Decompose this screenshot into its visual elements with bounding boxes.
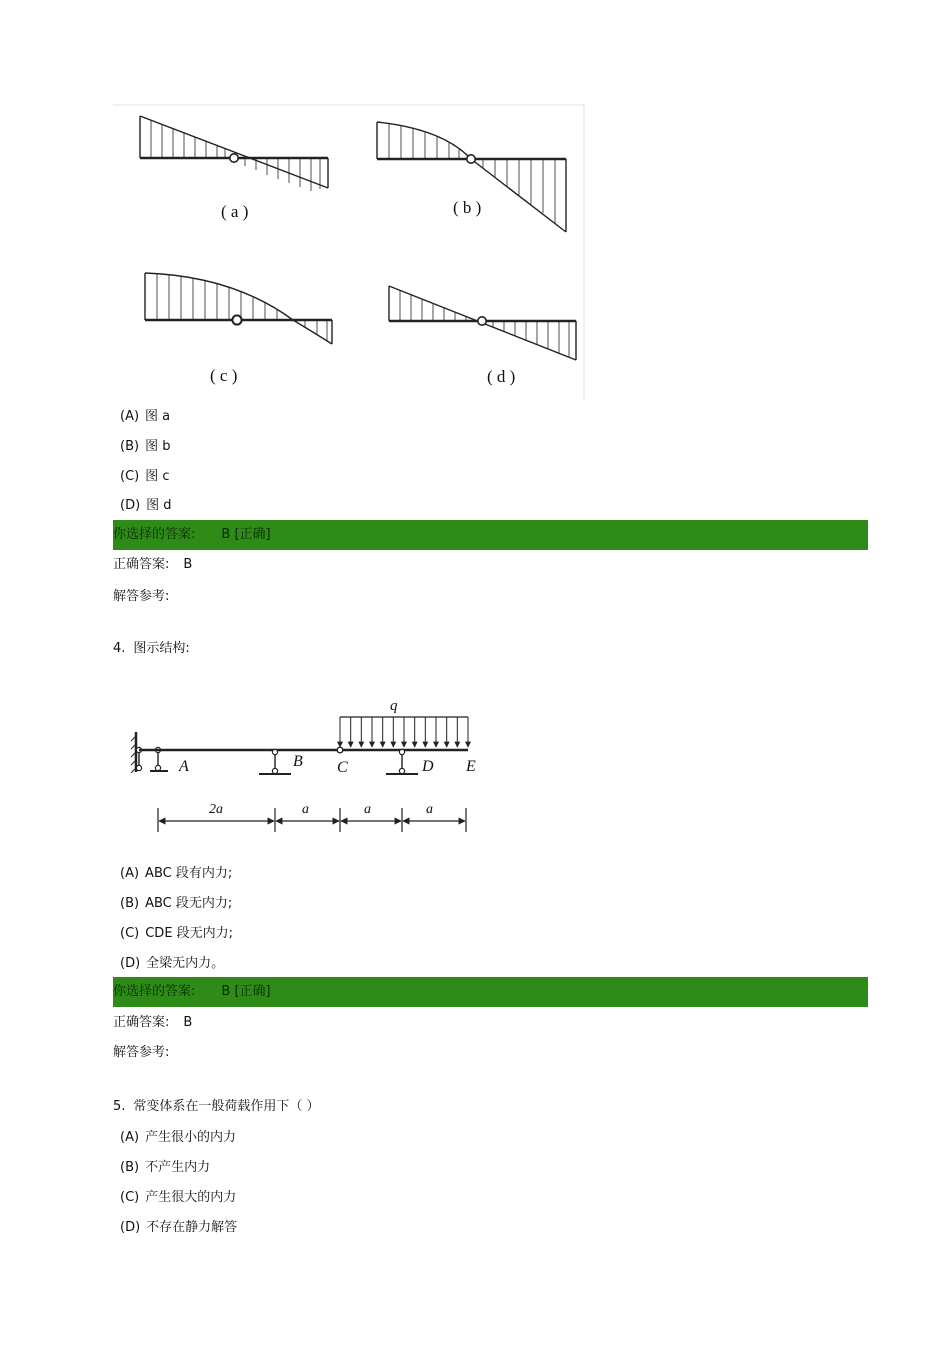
point-label-b: B (293, 753, 303, 770)
diagram-a (140, 116, 328, 191)
q3-option-c[interactable]: (C) 图 c (120, 469, 170, 484)
q4-option-b[interactable]: (B) ABC 段无内力; (120, 896, 233, 911)
dim-label-a3: a (426, 802, 433, 817)
dim-label-2a: 2a (209, 802, 223, 817)
q5-question: 5. 常变体系在一般荷载作用下（ ） (113, 1099, 320, 1114)
diagram-label-d: ( d ) (487, 367, 516, 386)
q4-option-d[interactable]: (D) 全梁无内力。 (120, 956, 225, 971)
diagram-d (389, 286, 576, 360)
diagram-c (145, 273, 332, 344)
q3-selected-answer: 你选择的答案: B [正确] (113, 527, 271, 542)
q4-reference: 解答参考: (113, 1045, 170, 1060)
q4-beam-figure (128, 690, 488, 838)
q3-diagram-figure (113, 104, 588, 399)
dimension-line (158, 808, 466, 832)
q4-selected-answer: 你选择的答案: B [正确] (113, 984, 271, 999)
dim-label-a2: a (364, 802, 371, 817)
point-label-d: D (422, 758, 434, 775)
q3-correct-answer: 正确答案: B (113, 557, 193, 572)
q3-reference: 解答参考: (113, 589, 170, 604)
q3-option-a[interactable]: (A) 图 a (120, 409, 171, 424)
diagram-label-c: ( c ) (210, 366, 238, 385)
diagram-label-a: ( a ) (221, 202, 249, 221)
support-b (259, 749, 291, 774)
distributed-load (340, 717, 468, 747)
diagram-label-b: ( b ) (453, 198, 482, 217)
q5-option-b[interactable]: (B) 不产生内力 (120, 1160, 211, 1175)
point-label-a: A (179, 758, 189, 775)
point-label-e: E (466, 758, 476, 775)
q4-option-c[interactable]: (C) CDE 段无内力; (120, 926, 234, 941)
q5-option-c[interactable]: (C) 产生很大的内力 (120, 1190, 237, 1205)
q3-option-b[interactable]: (B) 图 b (120, 439, 171, 454)
q4-option-a[interactable]: (A) ABC 段有内力; (120, 866, 233, 881)
q4-correct-answer: 正确答案: B (113, 1015, 193, 1030)
q5-option-d[interactable]: (D) 不存在静力解答 (120, 1220, 238, 1235)
fixed-wall-a (131, 732, 168, 773)
load-label-q: q (390, 698, 398, 714)
q3-option-d[interactable]: (D) 图 d (120, 498, 172, 513)
point-label-c: C (337, 759, 348, 776)
q5-option-a[interactable]: (A) 产生很小的内力 (120, 1130, 237, 1145)
dim-label-a1: a (302, 802, 309, 817)
support-d (386, 749, 418, 774)
hinge-c (337, 747, 343, 753)
q4-question: 4. 图示结构: (113, 641, 190, 656)
